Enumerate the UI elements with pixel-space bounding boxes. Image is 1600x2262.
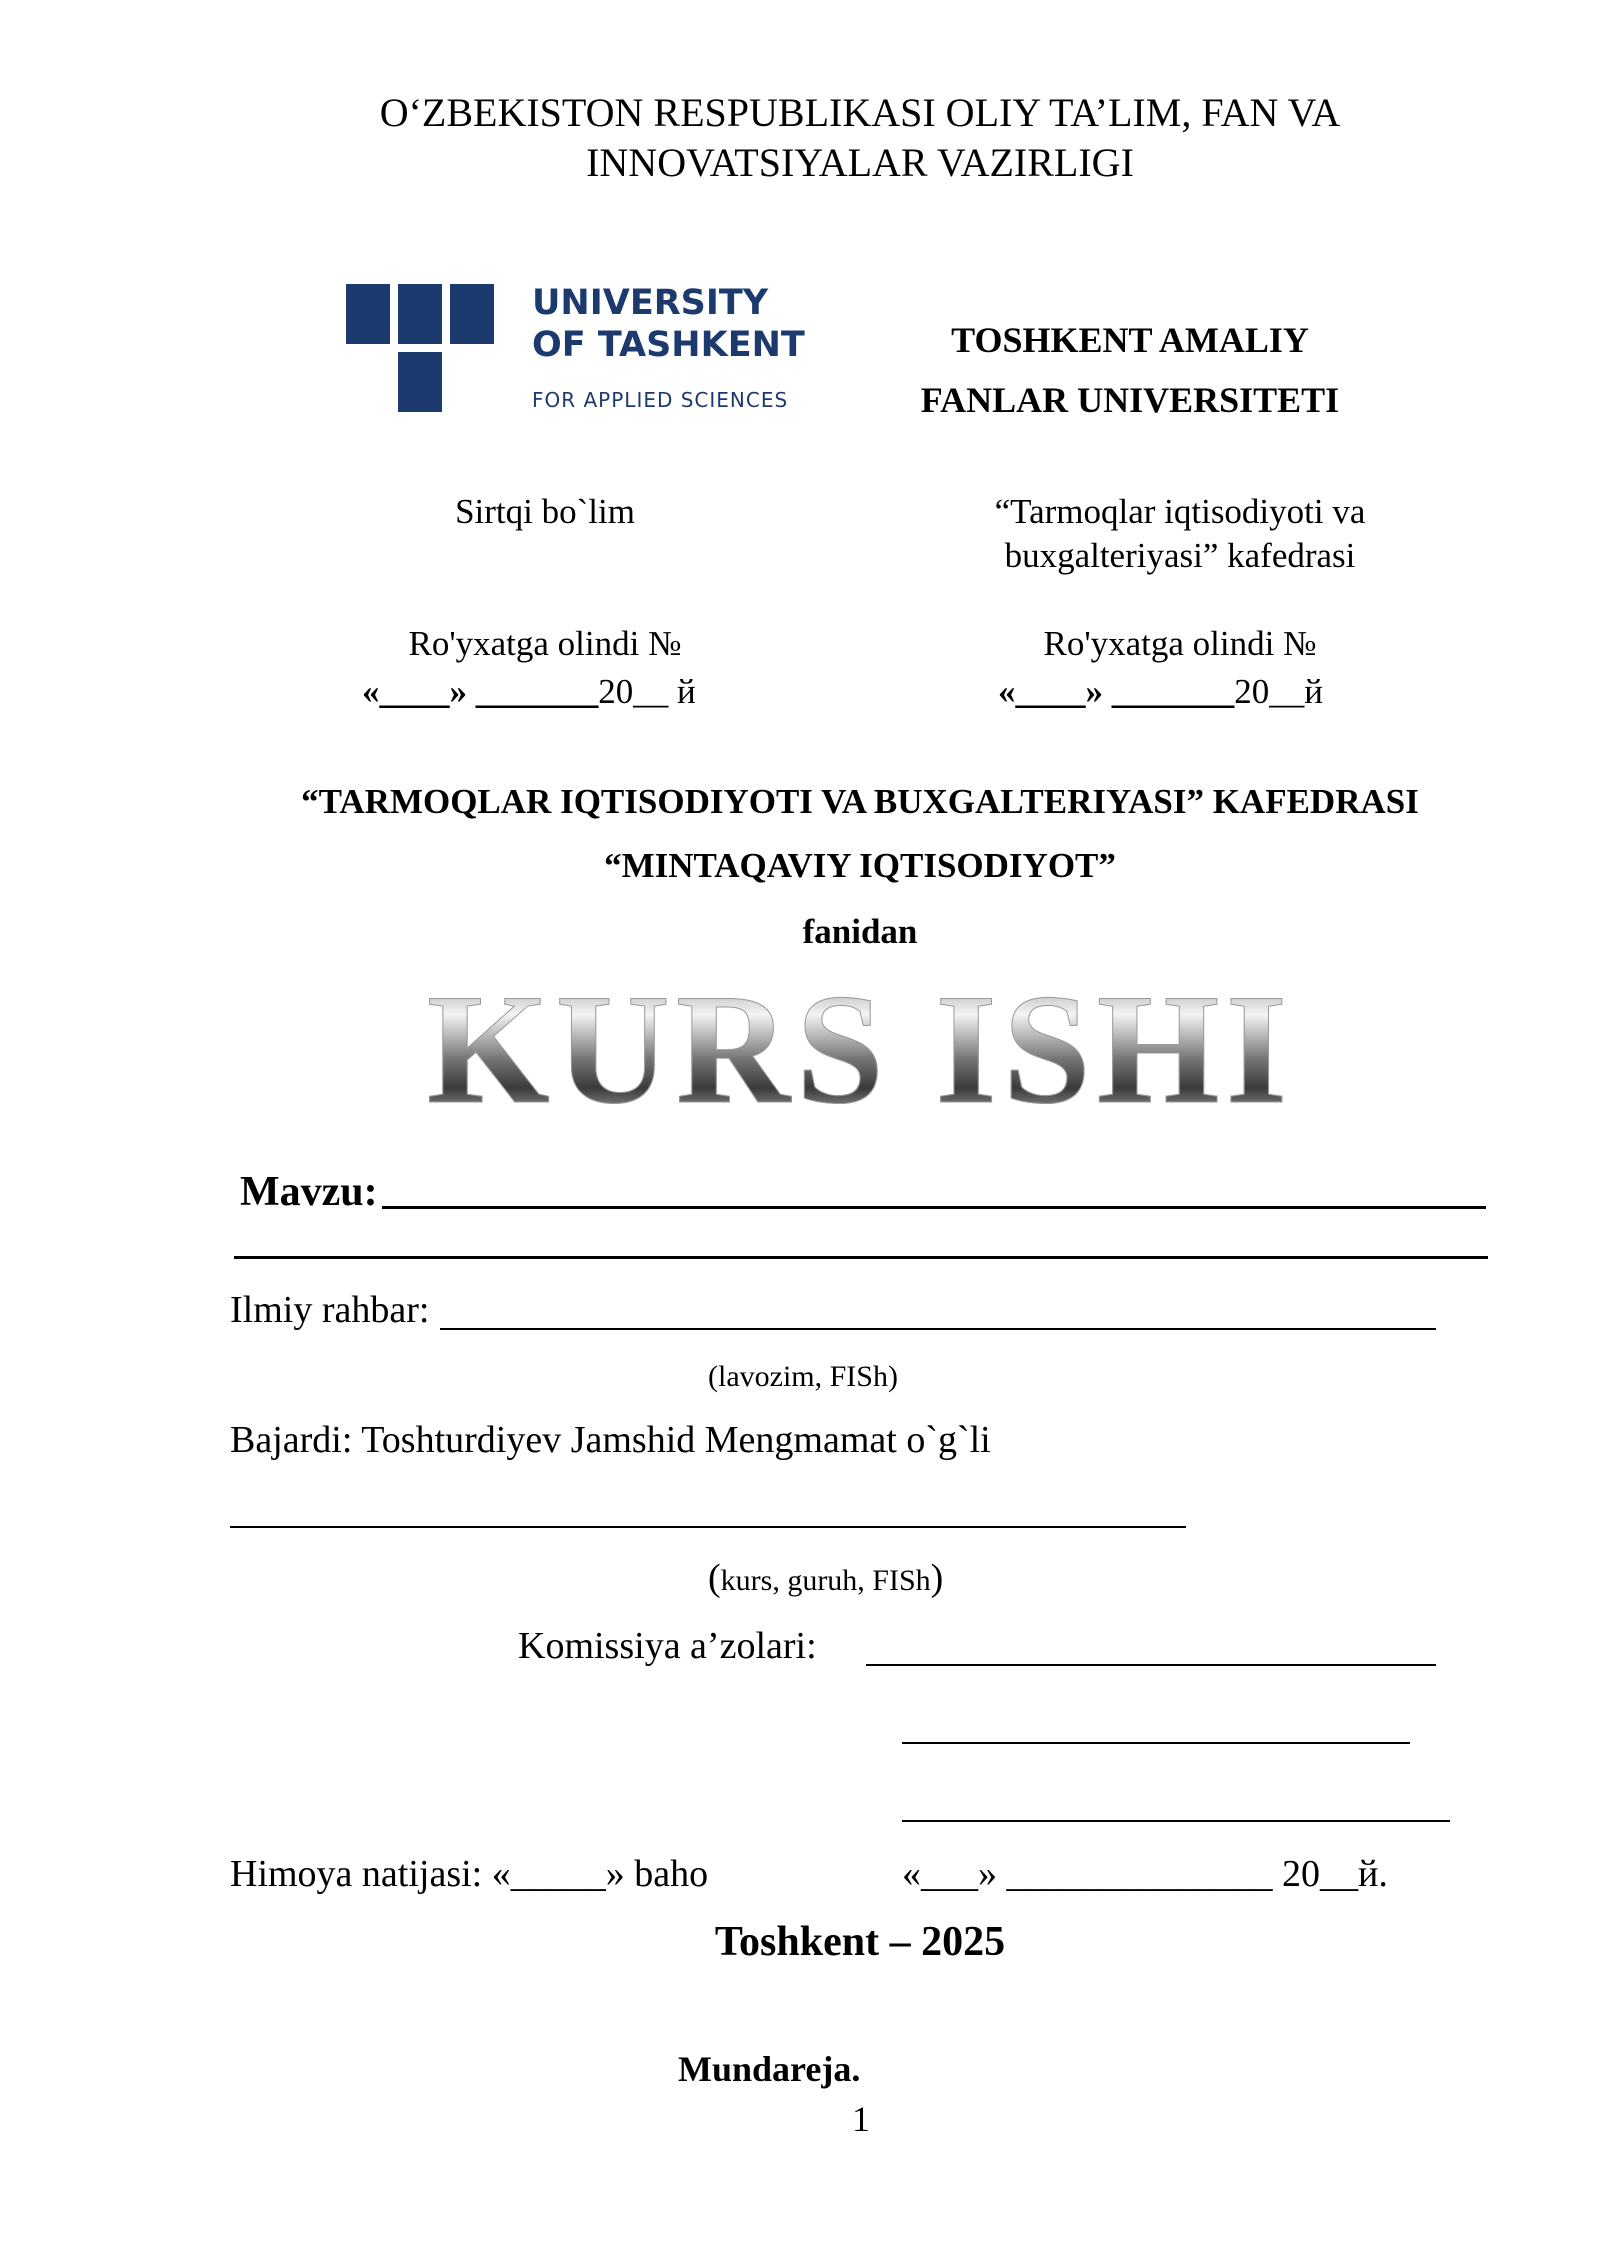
ministry-line-1: O‘ZBEKISTON RESPUBLIKASI OLIY TA’LIM, FAN VA — [379, 90, 1341, 135]
city-year: Toshkent – 2025 — [714, 1919, 1006, 1965]
bajardi-hint-close: ) — [930, 1557, 944, 1599]
registered-left: Ro'yxatga olindi № — [408, 624, 682, 663]
date-month-right: _______ — [1111, 672, 1235, 711]
department-right — [920, 490, 1440, 578]
department-right-line-2: buxgalteriyasi” kafedrasi — [1004, 536, 1356, 575]
date-month-left: _______ — [475, 672, 599, 711]
logo-line-2: OF TASHKENT — [532, 325, 805, 365]
logo-line-1: UNIVERSITY — [532, 283, 769, 323]
department-left: Sirtqi bo`lim — [455, 492, 635, 531]
ministry-line-2: INNOVATSIYALAR VAZIRLIGI — [586, 140, 1134, 185]
date-day-left: «____» — [362, 672, 467, 711]
date-year-right: 20__й — [1234, 672, 1323, 711]
mavzu-field-line-1[interactable] — [382, 1206, 1486, 1209]
university-name — [880, 310, 1380, 430]
bajardi-hint — [708, 1556, 943, 1600]
himoya-line — [230, 1852, 708, 1896]
date-line-left — [362, 670, 696, 714]
subject-heading: “MINTAQAVIY IQTISODIYOT” — [604, 846, 1116, 885]
mavzu-field-line-2[interactable] — [234, 1256, 1488, 1259]
bajardi-hint-text: kurs, guruh, FISh — [720, 1564, 931, 1597]
logo-line-3: FOR APPLIED SCIENCES — [532, 388, 789, 412]
himoya-label: Himoya natijasi: « — [230, 1853, 511, 1895]
bajardi-text: Bajardi: Toshturdiyev Jamshid Mengmamat o`g`li — [230, 1419, 991, 1461]
university-line-1: TOSHKENT AMALIY — [951, 320, 1309, 360]
bajardi-hint-open: ( — [708, 1557, 721, 1599]
document-title-text: KURS ISHI — [426, 962, 1294, 1137]
fanidan-heading: fanidan — [802, 912, 918, 951]
department-right-line-1: “Tarmoqlar iqtisodiyoti va — [994, 492, 1366, 531]
university-line-2: FANLAR UNIVERSITETI — [920, 380, 1340, 420]
kafedra-heading: “TARMOQLAR IQTISODIYOTI VA BUXGALTERIYASI” KAFEDRASI — [301, 782, 1419, 821]
date-day-right: «____» — [998, 672, 1103, 711]
ministry-header — [0, 88, 1600, 188]
signature-date: «___» ______________ 20__й. — [902, 1853, 1388, 1895]
komissiya-field-3[interactable] — [902, 1820, 1450, 1822]
himoya-suffix: » baho — [605, 1853, 709, 1895]
contents-heading: Mundareja. — [678, 2049, 861, 2089]
ilmiy-rahbar-hint: (lavozim, FISh) — [708, 1360, 898, 1393]
date-line-right — [998, 670, 1323, 714]
ilmiy-rahbar-label: Ilmiy rahbar: — [230, 1289, 430, 1331]
university-logo-icon — [346, 284, 496, 416]
komissiya-label: Komissiya a’zolari: — [518, 1625, 817, 1667]
bajardi-field[interactable] — [230, 1526, 1186, 1528]
registered-right: Ro'yxatga olindi № — [1043, 624, 1317, 663]
komissiya-field-1[interactable] — [866, 1664, 1436, 1666]
date-year-left: 20__ й — [598, 672, 696, 711]
mavzu-label: Mavzu: — [240, 1169, 378, 1215]
himoya-grade-blank[interactable]: _____ — [510, 1853, 606, 1895]
document-title — [0, 962, 1600, 1137]
page-number: 1 — [852, 2099, 870, 2139]
ilmiy-rahbar-field[interactable] — [440, 1328, 1436, 1330]
logo-wordmark — [532, 282, 805, 412]
komissiya-field-2[interactable] — [902, 1742, 1410, 1744]
